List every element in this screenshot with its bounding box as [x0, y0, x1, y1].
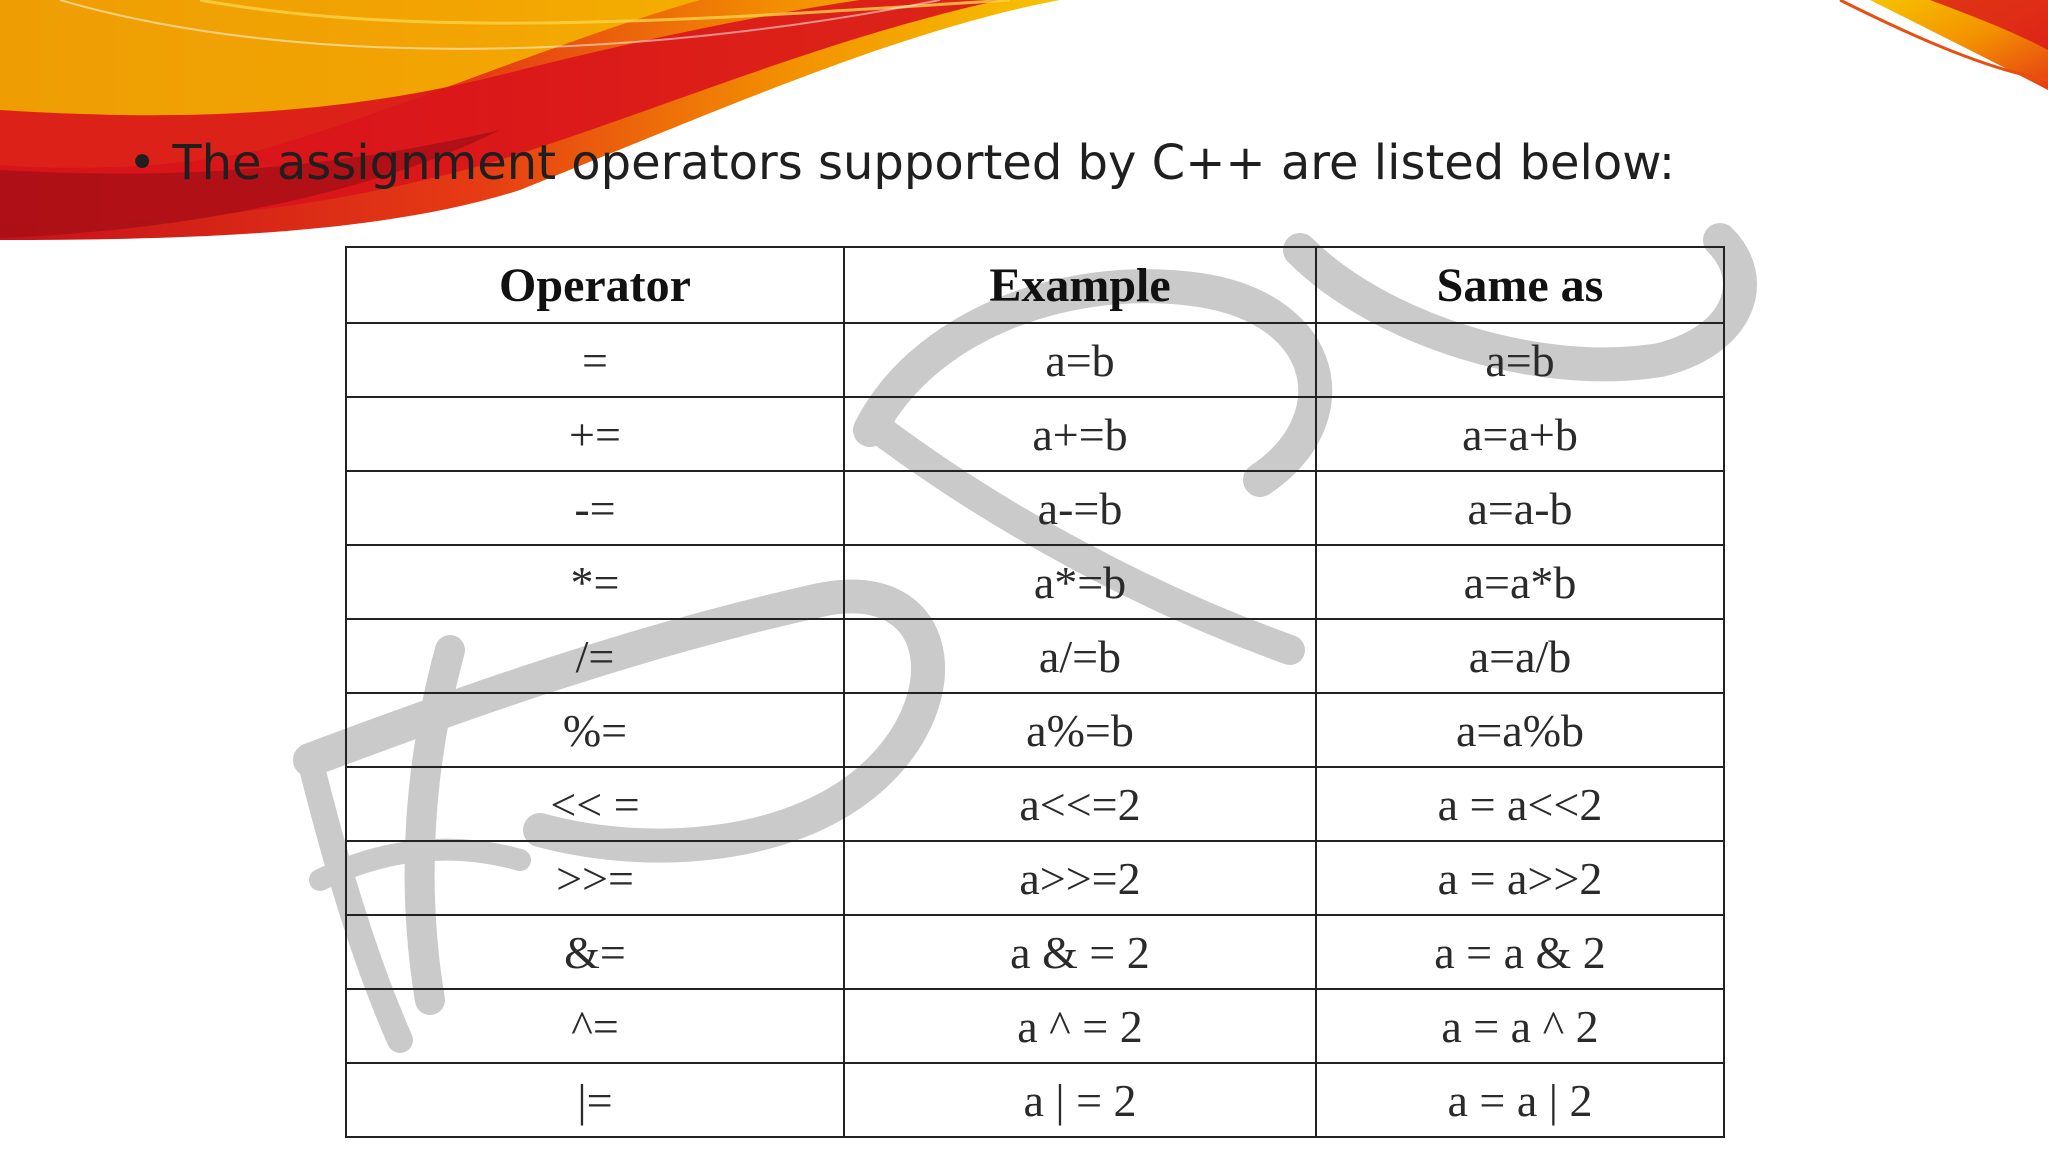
table-row [346, 545, 1724, 619]
header-same-as: Same as [1316, 247, 1724, 323]
slide-bullet [128, 128, 1675, 198]
same-as-cell: a=a/b [1316, 619, 1724, 693]
header-example: Example [844, 247, 1316, 323]
operator-cell: &= [346, 915, 844, 989]
table-header-row [346, 247, 1724, 323]
table-row [346, 767, 1724, 841]
operators-table-container [345, 246, 1723, 1138]
operator-cell: |= [346, 1063, 844, 1137]
example-cell: a-=b [844, 471, 1316, 545]
assignment-operators-table [345, 246, 1725, 1138]
table-row [346, 841, 1724, 915]
table-row [346, 323, 1724, 397]
same-as-cell: a=a-b [1316, 471, 1724, 545]
same-as-cell: a=a*b [1316, 545, 1724, 619]
operator-cell: -= [346, 471, 844, 545]
same-as-cell: a=b [1316, 323, 1724, 397]
operator-cell: /= [346, 619, 844, 693]
header-operator: Operator [346, 247, 844, 323]
same-as-cell: a = a>>2 [1316, 841, 1724, 915]
example-cell: a & = 2 [844, 915, 1316, 989]
operator-cell: += [346, 397, 844, 471]
operator-cell: = [346, 323, 844, 397]
same-as-cell: a = a ^ 2 [1316, 989, 1724, 1063]
table-row [346, 619, 1724, 693]
operator-cell: << = [346, 767, 844, 841]
example-cell: a%=b [844, 693, 1316, 767]
table-row [346, 1063, 1724, 1137]
table-row [346, 693, 1724, 767]
same-as-cell: a = a | 2 [1316, 1063, 1724, 1137]
example-cell: a/=b [844, 619, 1316, 693]
operator-cell: >>= [346, 841, 844, 915]
same-as-cell: a = a<<2 [1316, 767, 1724, 841]
same-as-cell: a=a+b [1316, 397, 1724, 471]
table-row [346, 915, 1724, 989]
table-row [346, 471, 1724, 545]
example-cell: a+=b [844, 397, 1316, 471]
example-cell: a*=b [844, 545, 1316, 619]
same-as-cell: a=a%b [1316, 693, 1724, 767]
example-cell: a | = 2 [844, 1063, 1316, 1137]
operator-cell: ^= [346, 989, 844, 1063]
bullet-icon: • [128, 135, 157, 191]
table-row [346, 397, 1724, 471]
same-as-cell: a = a & 2 [1316, 915, 1724, 989]
example-cell: a>>=2 [844, 841, 1316, 915]
bullet-text: The assignment operators supported by C++ are listed below: [172, 135, 1676, 191]
example-cell: a<<=2 [844, 767, 1316, 841]
operator-cell: *= [346, 545, 844, 619]
example-cell: a=b [844, 323, 1316, 397]
example-cell: a ^ = 2 [844, 989, 1316, 1063]
operator-cell: %= [346, 693, 844, 767]
table-row [346, 989, 1724, 1063]
